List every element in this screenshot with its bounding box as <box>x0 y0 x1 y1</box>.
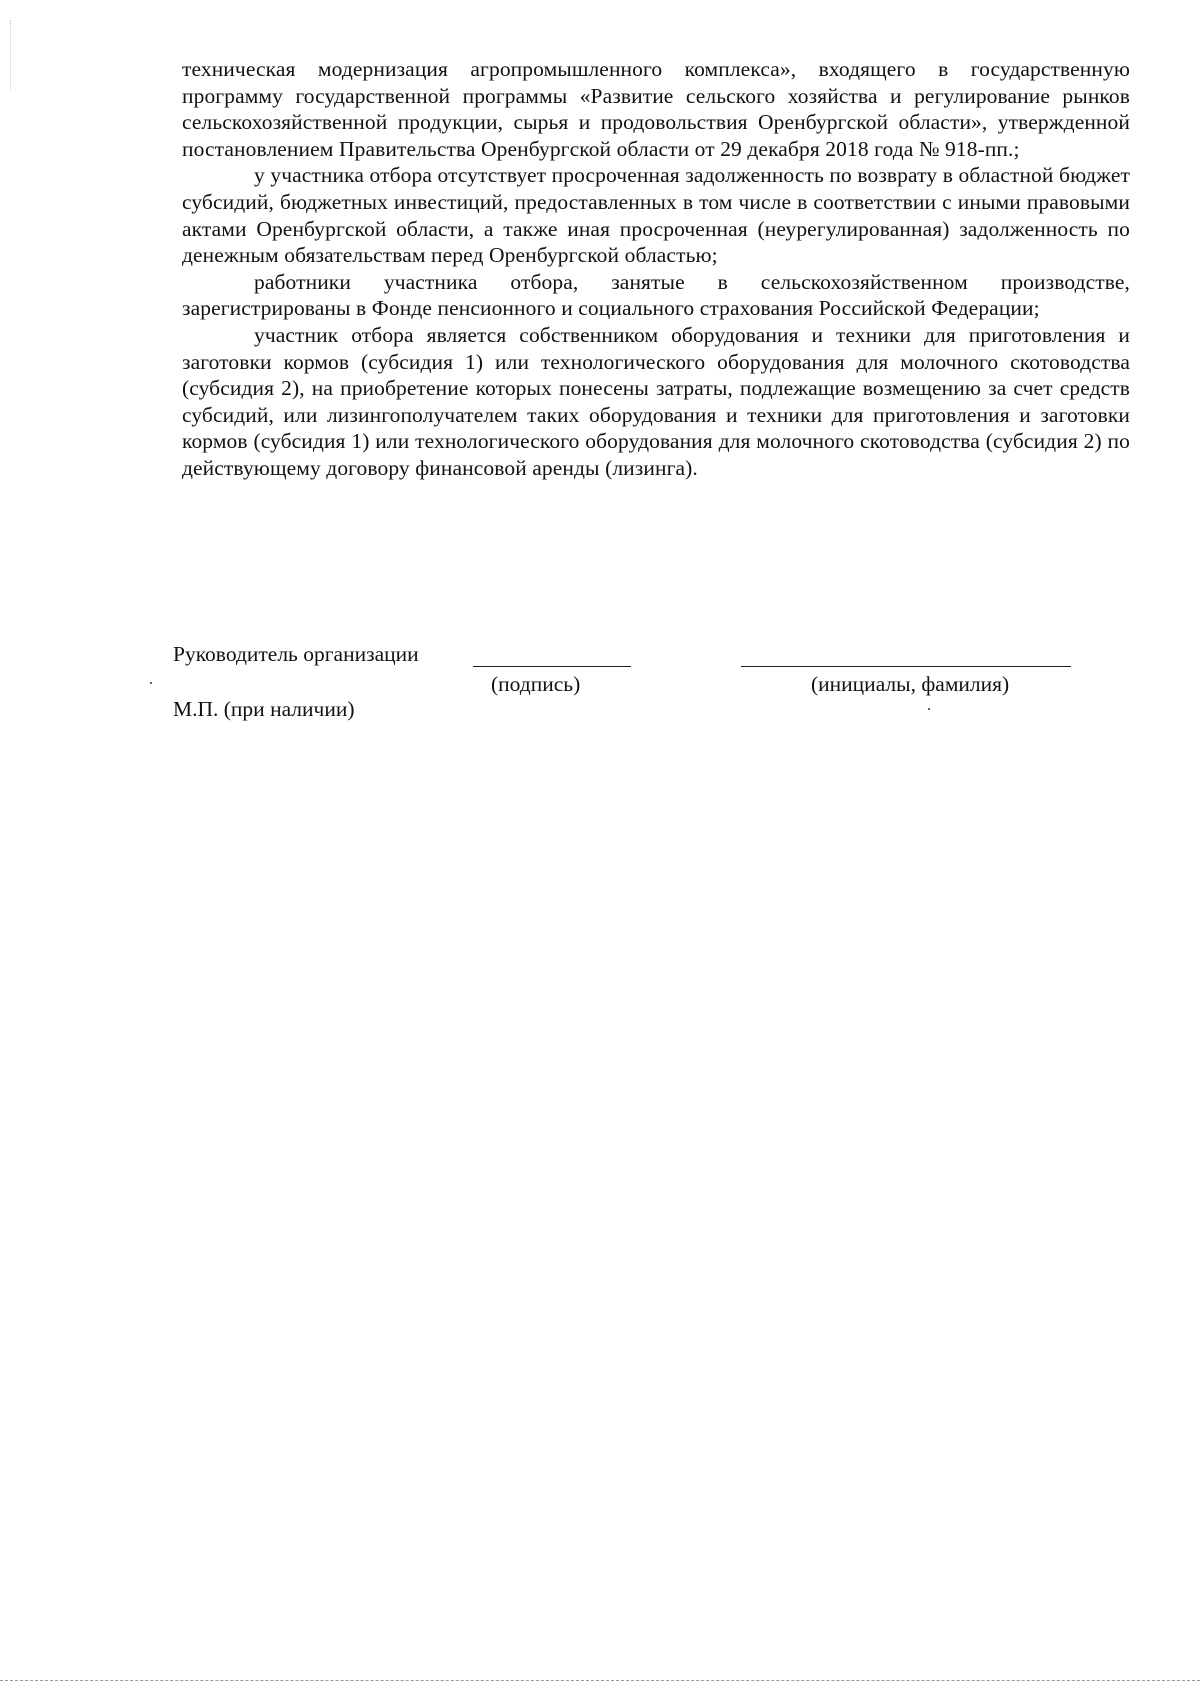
paragraph-equipment-owner: участник отбора является собственником оборудования и техники для приготовления и заготовки кормов (субсидия 1) или технологического оборудования для молочного скотоводства (субсидия 2), на приобретение которых понесены затраты, подлежащие возмещению за счет средств субсидий, или лизингополучателем таких оборудования и техники для приготовления и заготовки кормов (субсидия 1) или технологического оборудования для молочного скотоводства (субсидия 2) по действующему договору финансовой аренды (лизинга). <box>182 322 1130 480</box>
paragraph-no-debt: у участника отбора отсутствует просроченная задолженность по возврату в областной бюджет субсидий, бюджетных инвестиций, предоставленных в том числе в соответствии с иными правовыми актами Оренбургской области, а также иная просроченная (неурегулированная) задолженность по денежным обязательствам перед Оренбургской областью; <box>182 163 1130 268</box>
paragraph-continuation: техническая модернизация агропромышленного комплекса», входящего в государственную программу государственной программы «Развитие сельского хозяйства и регулирование рынков сельскохозяйственной продукции, сырья и продовольствия Оренбургской области», утвержденной постановлением Правительства Оренбургской области от 29 декабря 2018 года № 918-пп.; <box>182 57 1130 161</box>
scan-speck <box>150 682 152 684</box>
signature-line <box>473 666 631 667</box>
paragraph-employees-registered: работники участника отбора, занятые в сельскохозяйственном производстве, зарегистрированы в Фонде пенсионного и социального страхования Российской Федерации; <box>182 269 1130 321</box>
head-of-organization-label: Руководитель организации <box>173 642 419 666</box>
scan-speck <box>928 708 930 710</box>
document-body <box>182 56 1130 482</box>
signature-caption: (подпись) <box>491 672 581 696</box>
name-line <box>741 666 1071 667</box>
name-caption: (инициалы, фамилия) <box>811 672 1010 696</box>
scan-edge-mark <box>10 20 11 90</box>
scan-bottom-edge <box>0 1680 1200 1681</box>
stamp-label: М.П. (при наличии) <box>173 697 355 721</box>
